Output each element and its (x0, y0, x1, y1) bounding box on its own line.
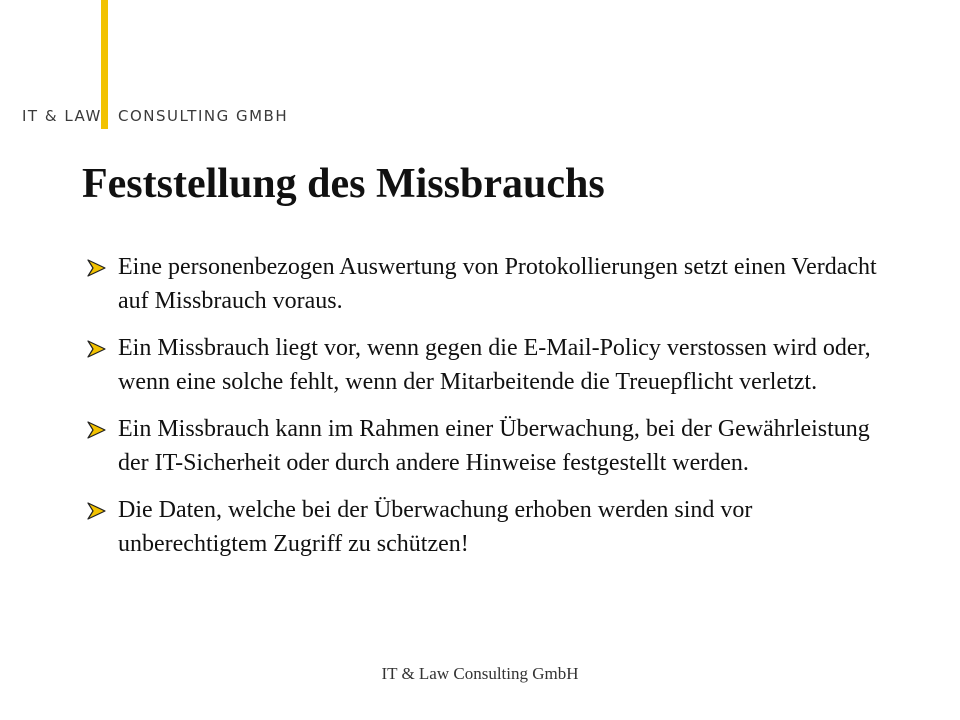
bullet-text: Die Daten, welche bei der Überwachung erhoben werden sind vor unberechtigtem Zugriff zu schützen! (118, 497, 753, 557)
arrow-bullet-icon (82, 493, 112, 527)
bullet-text: Eine personenbezogen Auswertung von Protokollierungen setzt einen Verdacht auf Missbrauch voraus. (118, 254, 877, 314)
arrow-bullet-icon (82, 412, 112, 446)
slide-title: Feststellung des Missbrauchs (82, 161, 605, 207)
logo-text-consulting: CONSULTING GMBH (118, 107, 289, 125)
bullet-item (82, 493, 882, 561)
arrow-bullet-icon (82, 250, 112, 284)
footer-text: IT & Law Consulting GmbH (381, 664, 579, 683)
bullet-item (82, 331, 882, 399)
logo-accent-bar (101, 0, 108, 129)
bullet-text: Ein Missbrauch kann im Rahmen einer Überwachung, bei der Gewährleistung der IT-Sicherheit oder durch andere Hinweise festgestellt werden. (118, 416, 870, 476)
bullet-list (82, 250, 882, 574)
bullet-text: Ein Missbrauch liegt vor, wenn gegen die E-Mail-Policy verstossen wird oder, wenn eine solche fehlt, wenn der Mitarbeitende die Treuepflicht verletzt. (118, 335, 871, 395)
arrow-bullet-icon (82, 331, 112, 365)
logo-text-it-law: IT & LAW (22, 107, 102, 125)
bullet-item (82, 412, 882, 480)
bullet-item (82, 250, 882, 318)
